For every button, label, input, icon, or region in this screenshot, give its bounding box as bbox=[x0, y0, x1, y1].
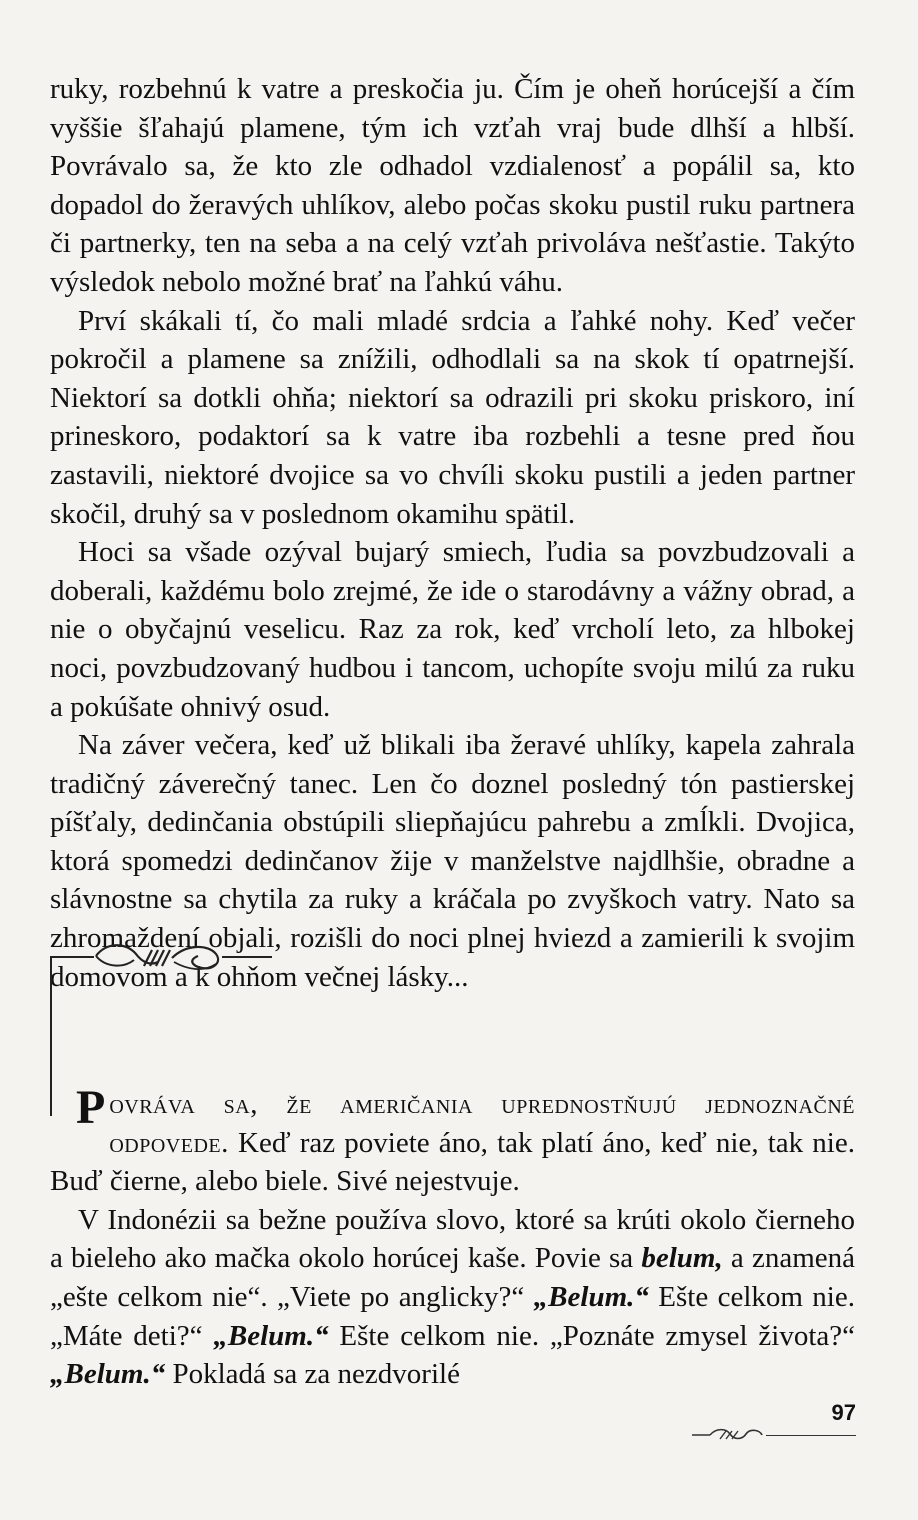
p2-belum-1: belum, bbox=[641, 1242, 723, 1275]
p2-belum-3: „Belum.“ bbox=[213, 1319, 329, 1352]
p2-text-c: a znamená „ešte celkom nie“. „Viete po anglicky?“ bbox=[50, 1242, 855, 1313]
p2-belum-2: „Belum.“ bbox=[533, 1280, 649, 1313]
section-text-block bbox=[50, 1081, 856, 1394]
p2-text-e: Ešte celkom nie. „Máte deti?“ bbox=[50, 1280, 855, 1352]
p2-text-g: Ešte celkom nie. „Poznáte zmysel života?“ bbox=[328, 1319, 856, 1352]
section-paragraph-2 bbox=[50, 1201, 855, 1394]
frame-top-left-rule bbox=[50, 956, 94, 958]
paragraph-4: Na záver večera, keď už blikali iba žeravé uhlíky, kapela zahrala tradičný záverečný tanec. Len čo doznel posledný tón pastierskej píšťaly, dedinčania obstúpili sliepňajúcu pahrebu a zmĺkli. Dvojica, ktorá spomedzi dedinčanov žije v manželstve najdlhšie, obradne a slávnostne sa chytila za ruky a kráčala po zvyškoch vatry. Nato sa zhromaždení objali, rozišli do noci plnej hviezd a zamierili k svojim domovom a k ohňom večnej lásky... bbox=[50, 729, 855, 993]
p2-belum-4: „Belum.“ bbox=[50, 1358, 166, 1391]
p2-text-a: V Indonézii sa bežne používa slovo, ktoré sa krúti okolo čierneho a bieleho ako mačka okolo horúcej kaše. Povie sa bbox=[50, 1203, 855, 1275]
section-lead-paragraph bbox=[50, 1081, 855, 1201]
lead-rest: Keď raz poviete áno, tak platí áno, keď nie, tak nie. Buď čierne, alebo biele. Sivé nejestvuje. bbox=[50, 1126, 855, 1198]
paragraph-1: ruky, rozbehnú k vatre a preskočia ju. Čím je oheň horúcejší a čím vyššie šľahajú plamene, tým ich vzťah vraj bude dlhší a hlbší. Povrávalo sa, že kto zle odhadol vzdialenosť a popálil sa, kto dopadol do žeravých uhlíkov, alebo počas skoku pustil ruku partnera či partnerky, ten na seba a na celý vzťah privoláva nešťastie. Takýto výsledok nebolo možné brať na ľahkú váhu. bbox=[50, 73, 855, 298]
paragraph-2: Prví skákali tí, čo mali mladé srdcia a ľahké nohy. Keď večer pokročil a plamene sa znížili, odhodlali sa na skok tí opatrnejší. Niektorí sa dotkli ohňa; niektorí sa odrazili pri skoku priskoro, iní prineskoro, podaktorí sa k vatre iba rozbehli a tesne pred ňou zastavili, niektoré dvojice sa vo chvíli skoku pustili a jeden partner skočil, druhý sa v poslednom okamihu spätil. bbox=[50, 304, 855, 530]
footer-rule bbox=[766, 1435, 856, 1436]
top-text-block bbox=[50, 70, 855, 996]
dropcap-letter: P bbox=[76, 1081, 106, 1134]
page-number: 97 bbox=[831, 1400, 856, 1425]
flourish-ornament-icon bbox=[92, 936, 224, 978]
p2-text-i: Pokladá sa za nezdvorilé bbox=[165, 1358, 460, 1391]
lead-smallcaps: ovráva sa, že američania uprednostňujú jednoznačné odpovede. bbox=[109, 1088, 855, 1159]
small-flourish-ornament-icon bbox=[690, 1426, 768, 1444]
frame-top-right-rule bbox=[222, 956, 272, 958]
paragraph-3: Hoci sa všade ozýval bujarý smiech, ľudia sa povzbudzovali a doberali, každému bolo zrejmé, že ide o starodávny a vážny obrad, a nie o obyčajnú veselicu. Raz za rok, keď vrcholí leto, za hlbokej noci, povzbudzovaný hudbou i tancom, uchopíte svoju milú za ruku a pokúšate ohnivý osud. bbox=[50, 536, 855, 723]
